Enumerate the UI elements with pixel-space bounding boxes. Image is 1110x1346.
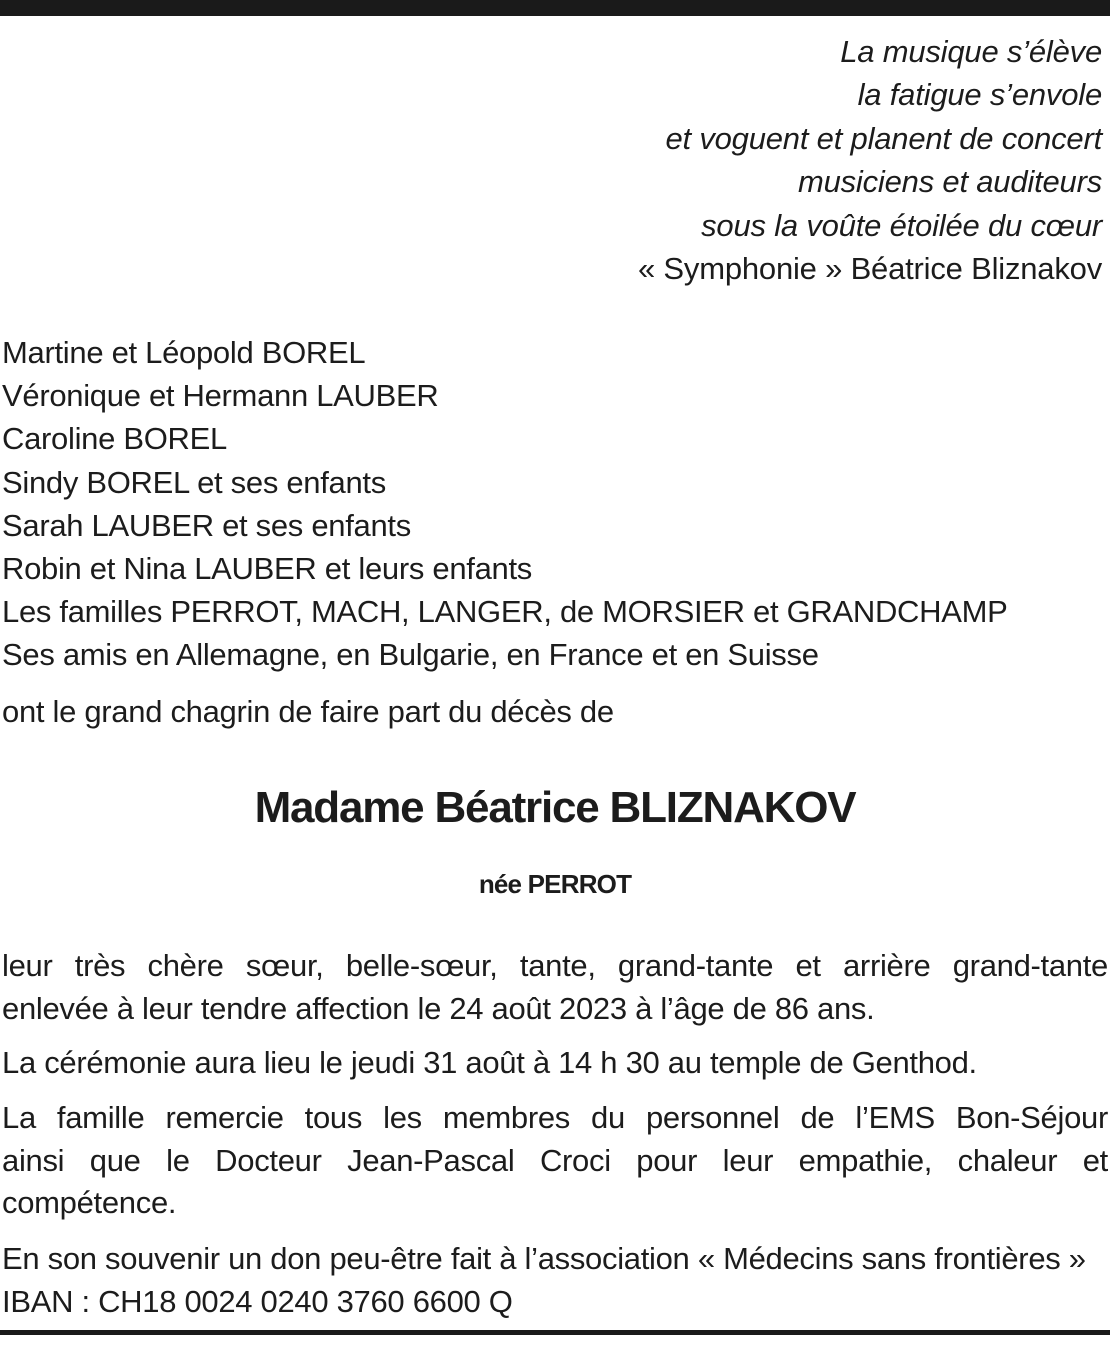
iban-line: IBAN : CH18 0024 0240 3760 6600 Q [2, 1283, 513, 1319]
thanks-paragraph [2, 1097, 1108, 1225]
family-member: Véronique et Hermann LAUBER [2, 378, 439, 414]
relation-line: enlevée à leur tendre affection le 24 août 2023 à l’âge de 86 ans. [2, 990, 875, 1026]
thanks-line: compétence. [2, 1185, 177, 1220]
family-member: Les familles PERROT, MACH, LANGER, de MORSIER et GRANDCHAMP [2, 594, 1008, 630]
family-member: Martine et Léopold BOREL [2, 335, 366, 370]
deceased-maiden-name: née PERROT [478, 869, 632, 899]
epigraph-poem [402, 30, 1102, 290]
poem-line: musiciens et auditeurs [797, 164, 1102, 200]
poem-line: La musique s’élève [840, 34, 1102, 69]
family-member: Ses amis en Allemagne, en Bulgarie, en France et en Suisse [2, 637, 819, 673]
poem-line: la fatigue s’envole [857, 77, 1102, 113]
family-list [2, 331, 1102, 677]
relation-paragraph [2, 945, 1108, 1030]
family-member: Sarah LAUBER et ses enfants [2, 507, 411, 543]
bottom-border-rule [0, 1330, 1110, 1335]
deceased-name: Madame Béatrice BLIZNAKOV [254, 783, 856, 832]
thanks-line: ainsi que le Docteur Jean-Pascal Croci pour leur empathie, chaleur et [2, 1142, 1108, 1178]
poem-line: sous la voûte étoilée du cœur [701, 207, 1102, 243]
ceremony-line: La cérémonie aura lieu le jeudi 31 août à 14 h 30 au temple de Genthod. [2, 1045, 977, 1080]
family-member: Robin et Nina LAUBER et leurs enfants [2, 551, 532, 587]
thanks-line: La famille remercie tous les membres du personnel de l’EMS Bon-Séjour [2, 1100, 1108, 1135]
announcement-text: ont le grand chagrin de faire part du décès de [2, 694, 614, 729]
donation-paragraph [2, 1238, 1108, 1323]
poem-line: et voguent et planent de concert [665, 120, 1102, 156]
top-border-rule [0, 0, 1110, 16]
poem-attribution: « Symphonie » Béatrice Bliznakov [637, 251, 1102, 287]
relation-line: leur très chère sœur, belle-sœur, tante, grand-tante et arrière grand-tante [2, 948, 1108, 983]
donation-line: En son souvenir un don peu-être fait à l’association « Médecins sans frontières » [2, 1241, 1086, 1276]
family-member: Caroline BOREL [2, 421, 227, 457]
family-member: Sindy BOREL et ses enfants [2, 464, 386, 500]
ceremony-paragraph [2, 1042, 1108, 1085]
